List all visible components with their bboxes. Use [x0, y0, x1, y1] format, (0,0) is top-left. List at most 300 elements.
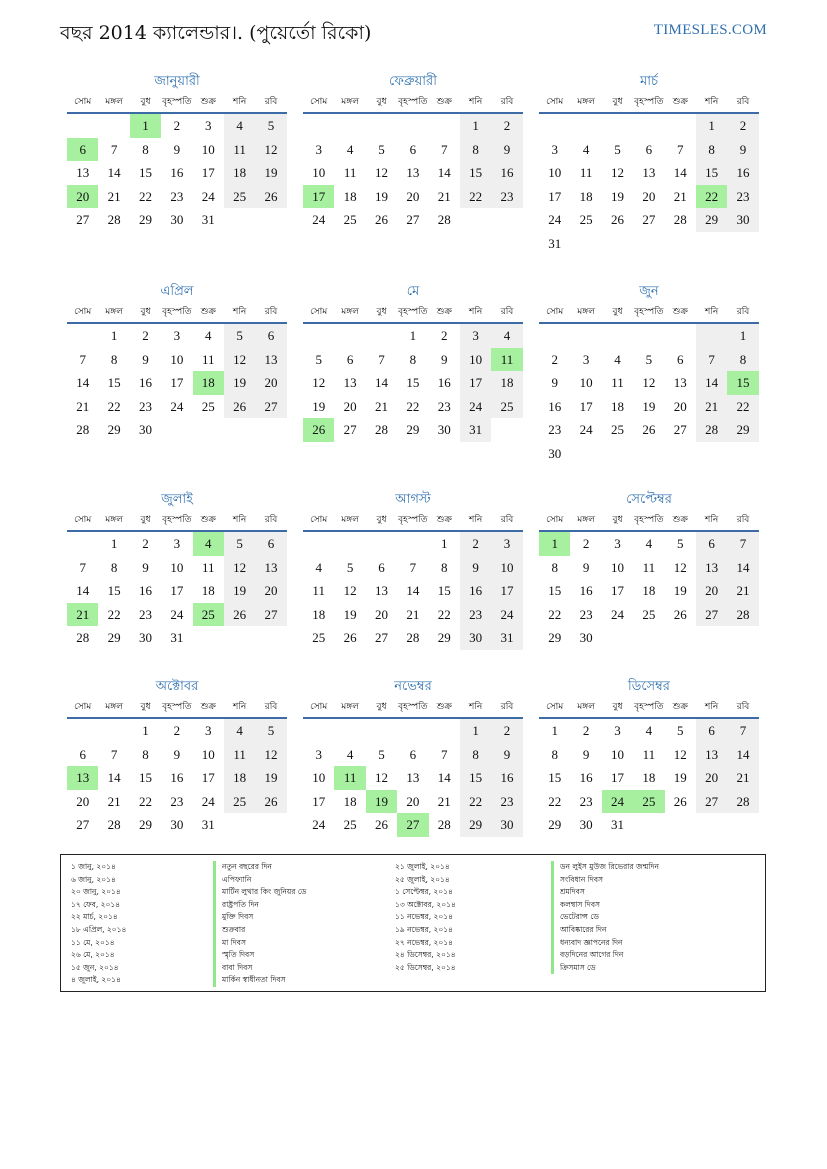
- day-cell[interactable]: 13: [406, 770, 420, 785]
- holiday-day-cell[interactable]: 19: [366, 790, 397, 814]
- holiday-day-cell[interactable]: 22: [696, 185, 727, 209]
- day-cell[interactable]: 2: [727, 114, 758, 138]
- day-cell[interactable]: 10: [312, 165, 326, 180]
- day-cell[interactable]: 27: [374, 630, 388, 645]
- day-cell[interactable]: 22: [138, 188, 152, 204]
- day-cell[interactable]: 21: [727, 766, 758, 790]
- day-cell[interactable]: 29: [406, 422, 420, 437]
- day-cell[interactable]: 20: [343, 398, 357, 414]
- day-cell[interactable]: 20: [76, 793, 90, 809]
- day-cell[interactable]: 16: [491, 766, 522, 790]
- holiday-day-cell[interactable]: 6: [67, 138, 98, 162]
- day-cell[interactable]: 9: [551, 375, 558, 390]
- day-cell[interactable]: 31: [170, 630, 184, 645]
- day-cell[interactable]: 20: [374, 606, 388, 622]
- day-cell[interactable]: 26: [255, 790, 286, 814]
- day-cell[interactable]: 4: [614, 351, 621, 367]
- day-cell[interactable]: 6: [409, 746, 417, 762]
- day-cell[interactable]: 3: [582, 351, 590, 367]
- day-cell[interactable]: 16: [170, 165, 184, 180]
- day-cell[interactable]: 17: [610, 583, 624, 598]
- day-cell[interactable]: 24: [579, 422, 593, 437]
- day-cell[interactable]: 12: [673, 746, 687, 762]
- day-cell[interactable]: 4: [645, 723, 653, 738]
- day-cell[interactable]: 9: [582, 746, 590, 762]
- day-cell[interactable]: 25: [224, 790, 255, 814]
- day-cell[interactable]: 3: [315, 746, 322, 762]
- day-cell[interactable]: 5: [677, 723, 684, 738]
- day-cell[interactable]: 27: [696, 790, 727, 814]
- day-cell[interactable]: 20: [696, 766, 727, 790]
- day-cell[interactable]: 31: [201, 212, 215, 227]
- day-cell[interactable]: 16: [491, 161, 522, 185]
- day-cell[interactable]: 26: [224, 395, 255, 419]
- day-cell[interactable]: 16: [138, 583, 152, 598]
- day-cell[interactable]: 24: [312, 817, 326, 832]
- day-cell[interactable]: 29: [138, 212, 152, 227]
- day-cell[interactable]: 3: [460, 324, 491, 348]
- day-cell[interactable]: 3: [205, 118, 212, 133]
- day-cell[interactable]: 14: [437, 165, 451, 180]
- day-cell[interactable]: 28: [727, 790, 758, 814]
- day-cell[interactable]: 7: [409, 559, 417, 575]
- day-cell[interactable]: 21: [437, 188, 451, 204]
- day-cell[interactable]: 1: [460, 114, 491, 138]
- day-cell[interactable]: 6: [696, 532, 727, 556]
- day-cell[interactable]: 7: [677, 141, 684, 157]
- day-cell[interactable]: 3: [173, 328, 181, 343]
- day-cell[interactable]: 21: [374, 398, 388, 414]
- day-cell[interactable]: 16: [579, 770, 593, 785]
- day-cell[interactable]: 26: [374, 212, 388, 227]
- day-cell[interactable]: 31: [460, 418, 491, 442]
- day-cell[interactable]: 2: [491, 719, 522, 743]
- day-cell[interactable]: 24: [201, 188, 215, 204]
- day-cell[interactable]: 3: [614, 536, 621, 551]
- day-cell[interactable]: 5: [378, 746, 385, 762]
- day-cell[interactable]: 28: [437, 212, 451, 227]
- day-cell[interactable]: 26: [673, 606, 687, 622]
- day-cell[interactable]: 16: [170, 770, 184, 785]
- day-cell[interactable]: 23: [460, 603, 491, 627]
- day-cell[interactable]: 8: [696, 138, 727, 162]
- day-cell[interactable]: 10: [170, 559, 184, 575]
- day-cell[interactable]: 15: [107, 375, 121, 390]
- day-cell[interactable]: 18: [224, 161, 255, 185]
- day-cell[interactable]: 12: [255, 138, 286, 162]
- holiday-day-cell[interactable]: 13: [67, 766, 98, 790]
- day-cell[interactable]: 11: [201, 559, 215, 575]
- day-cell[interactable]: 17: [201, 165, 215, 180]
- brand-link[interactable]: TIMESLES.COM: [653, 22, 767, 38]
- day-cell[interactable]: 8: [551, 746, 558, 762]
- day-cell[interactable]: 18: [224, 766, 255, 790]
- day-cell[interactable]: 19: [255, 161, 286, 185]
- day-cell[interactable]: 11: [201, 351, 215, 367]
- day-cell[interactable]: 13: [673, 375, 687, 390]
- day-cell[interactable]: 1: [441, 536, 448, 551]
- day-cell[interactable]: 4: [205, 328, 212, 343]
- day-cell[interactable]: 22: [548, 606, 562, 622]
- day-cell[interactable]: 16: [579, 583, 593, 598]
- day-cell[interactable]: 13: [255, 348, 286, 372]
- day-cell[interactable]: 23: [579, 606, 593, 622]
- day-cell[interactable]: 18: [642, 583, 656, 598]
- day-cell[interactable]: 8: [460, 138, 491, 162]
- day-cell[interactable]: 17: [548, 188, 562, 204]
- day-cell[interactable]: 25: [343, 817, 357, 832]
- day-cell[interactable]: 27: [696, 603, 727, 627]
- day-cell[interactable]: 25: [579, 212, 593, 227]
- day-cell[interactable]: 25: [312, 630, 326, 645]
- day-cell[interactable]: 30: [170, 817, 184, 832]
- holiday-day-cell[interactable]: 24: [602, 790, 633, 814]
- day-cell[interactable]: 13: [696, 743, 727, 767]
- day-cell[interactable]: 13: [642, 165, 656, 180]
- day-cell[interactable]: 10: [491, 556, 522, 580]
- day-cell[interactable]: 7: [727, 719, 758, 743]
- day-cell[interactable]: 5: [677, 536, 684, 551]
- day-cell[interactable]: 16: [437, 375, 451, 390]
- day-cell[interactable]: 19: [673, 770, 687, 785]
- day-cell[interactable]: 8: [551, 559, 558, 575]
- day-cell[interactable]: 12: [255, 743, 286, 767]
- day-cell[interactable]: 22: [460, 790, 491, 814]
- day-cell[interactable]: 19: [610, 188, 624, 204]
- day-cell[interactable]: 5: [255, 114, 286, 138]
- day-cell[interactable]: 28: [76, 422, 90, 437]
- day-cell[interactable]: 6: [409, 141, 417, 157]
- day-cell[interactable]: 24: [610, 606, 624, 622]
- day-cell[interactable]: 1: [142, 723, 149, 738]
- day-cell[interactable]: 8: [110, 351, 118, 367]
- day-cell[interactable]: 2: [491, 114, 522, 138]
- day-cell[interactable]: 24: [491, 603, 522, 627]
- day-cell[interactable]: 23: [491, 185, 522, 209]
- day-cell[interactable]: 20: [642, 188, 656, 204]
- day-cell[interactable]: 5: [224, 532, 255, 556]
- day-cell[interactable]: 3: [491, 532, 522, 556]
- day-cell[interactable]: 28: [107, 817, 121, 832]
- day-cell[interactable]: 8: [409, 351, 417, 367]
- day-cell[interactable]: 18: [610, 398, 624, 414]
- day-cell[interactable]: 26: [673, 793, 687, 809]
- day-cell[interactable]: 24: [548, 212, 562, 227]
- day-cell[interactable]: 8: [441, 559, 448, 575]
- day-cell[interactable]: 11: [224, 138, 255, 162]
- day-cell[interactable]: 13: [406, 165, 420, 180]
- day-cell[interactable]: 9: [142, 351, 149, 367]
- holiday-day-cell[interactable]: 4: [193, 532, 224, 556]
- day-cell[interactable]: 16: [460, 579, 491, 603]
- day-cell[interactable]: 4: [346, 141, 354, 157]
- day-cell[interactable]: 29: [138, 817, 152, 832]
- day-cell[interactable]: 30: [138, 630, 152, 645]
- day-cell[interactable]: 30: [491, 813, 522, 837]
- day-cell[interactable]: 12: [642, 375, 656, 390]
- day-cell[interactable]: 5: [255, 719, 286, 743]
- day-cell[interactable]: 22: [107, 398, 121, 414]
- day-cell[interactable]: 15: [460, 766, 491, 790]
- holiday-day-cell[interactable]: 26: [303, 418, 334, 442]
- day-cell[interactable]: 5: [224, 324, 255, 348]
- day-cell[interactable]: 27: [76, 817, 90, 832]
- holiday-day-cell[interactable]: 21: [67, 603, 98, 627]
- day-cell[interactable]: 21: [107, 793, 121, 809]
- day-cell[interactable]: 14: [406, 583, 420, 598]
- day-cell[interactable]: 11: [611, 375, 624, 390]
- day-cell[interactable]: 3: [551, 141, 558, 157]
- holiday-day-cell[interactable]: 15: [727, 371, 758, 395]
- day-cell[interactable]: 12: [312, 375, 326, 390]
- day-cell[interactable]: 19: [673, 583, 687, 598]
- day-cell[interactable]: 23: [727, 185, 758, 209]
- day-cell[interactable]: 23: [170, 188, 184, 204]
- day-cell[interactable]: 25: [491, 395, 522, 419]
- day-cell[interactable]: 3: [315, 141, 322, 157]
- day-cell[interactable]: 7: [441, 746, 448, 762]
- day-cell[interactable]: 5: [645, 351, 653, 367]
- day-cell[interactable]: 9: [142, 559, 149, 575]
- day-cell[interactable]: 6: [79, 746, 86, 762]
- day-cell[interactable]: 4: [346, 746, 354, 762]
- day-cell[interactable]: 30: [170, 212, 184, 227]
- day-cell[interactable]: 9: [582, 559, 590, 575]
- day-cell[interactable]: 17: [201, 770, 215, 785]
- day-cell[interactable]: 18: [312, 606, 326, 622]
- day-cell[interactable]: 29: [727, 418, 758, 442]
- day-cell[interactable]: 19: [224, 371, 255, 395]
- day-cell[interactable]: 15: [138, 770, 152, 785]
- day-cell[interactable]: 20: [406, 793, 420, 809]
- day-cell[interactable]: 15: [548, 583, 562, 598]
- day-cell[interactable]: 10: [548, 165, 562, 180]
- day-cell[interactable]: 17: [170, 375, 184, 390]
- day-cell[interactable]: 4: [491, 324, 522, 348]
- day-cell[interactable]: 14: [374, 375, 388, 390]
- day-cell[interactable]: 20: [406, 188, 420, 204]
- day-cell[interactable]: 19: [374, 188, 388, 204]
- day-cell[interactable]: 24: [460, 395, 491, 419]
- day-cell[interactable]: 6: [255, 532, 286, 556]
- day-cell[interactable]: 21: [696, 395, 727, 419]
- day-cell[interactable]: 5: [315, 351, 322, 367]
- day-cell[interactable]: 24: [201, 793, 215, 809]
- day-cell[interactable]: 26: [255, 185, 286, 209]
- day-cell[interactable]: 10: [312, 770, 326, 785]
- day-cell[interactable]: 1: [110, 536, 118, 551]
- day-cell[interactable]: 24: [312, 212, 326, 227]
- day-cell[interactable]: 17: [491, 579, 522, 603]
- day-cell[interactable]: 11: [579, 165, 593, 180]
- day-cell[interactable]: 7: [441, 141, 448, 157]
- holiday-day-cell[interactable]: 1: [539, 532, 570, 556]
- day-cell[interactable]: 1: [110, 328, 118, 343]
- day-cell[interactable]: 8: [142, 746, 149, 762]
- day-cell[interactable]: 27: [642, 212, 656, 227]
- day-cell[interactable]: 2: [582, 723, 590, 738]
- day-cell[interactable]: 8: [142, 141, 149, 157]
- day-cell[interactable]: 21: [107, 188, 121, 204]
- day-cell[interactable]: 29: [548, 630, 562, 645]
- day-cell[interactable]: 29: [548, 817, 562, 832]
- day-cell[interactable]: 23: [548, 422, 562, 437]
- holiday-day-cell[interactable]: 27: [397, 813, 428, 837]
- day-cell[interactable]: 23: [138, 606, 152, 622]
- day-cell[interactable]: 24: [170, 398, 184, 414]
- day-cell[interactable]: 2: [173, 118, 181, 133]
- day-cell[interactable]: 13: [255, 556, 286, 580]
- day-cell[interactable]: 20: [673, 398, 687, 414]
- day-cell[interactable]: 14: [696, 371, 727, 395]
- day-cell[interactable]: 15: [460, 161, 491, 185]
- day-cell[interactable]: 12: [224, 556, 255, 580]
- day-cell[interactable]: 20: [696, 579, 727, 603]
- day-cell[interactable]: 17: [610, 770, 624, 785]
- day-cell[interactable]: 2: [582, 536, 590, 551]
- day-cell[interactable]: 18: [579, 188, 593, 204]
- day-cell[interactable]: 21: [727, 579, 758, 603]
- day-cell[interactable]: 10: [201, 746, 215, 762]
- day-cell[interactable]: 10: [579, 375, 593, 390]
- day-cell[interactable]: 5: [378, 141, 385, 157]
- holiday-day-cell[interactable]: 18: [193, 371, 224, 395]
- day-cell[interactable]: 1: [409, 328, 417, 343]
- day-cell[interactable]: 25: [201, 398, 215, 414]
- day-cell[interactable]: 1: [460, 719, 491, 743]
- day-cell[interactable]: 16: [727, 161, 758, 185]
- day-cell[interactable]: 2: [142, 328, 149, 343]
- day-cell[interactable]: 16: [138, 375, 152, 390]
- day-cell[interactable]: 29: [107, 422, 121, 437]
- day-cell[interactable]: 10: [610, 559, 624, 575]
- day-cell[interactable]: 19: [224, 579, 255, 603]
- day-cell[interactable]: 19: [312, 398, 326, 414]
- day-cell[interactable]: 6: [677, 351, 684, 367]
- day-cell[interactable]: 7: [79, 559, 86, 575]
- day-cell[interactable]: 30: [548, 445, 562, 461]
- day-cell[interactable]: 23: [491, 790, 522, 814]
- day-cell[interactable]: 9: [491, 138, 522, 162]
- day-cell[interactable]: 14: [673, 165, 687, 180]
- day-cell[interactable]: 9: [460, 556, 491, 580]
- day-cell[interactable]: 22: [107, 606, 121, 622]
- day-cell[interactable]: 11: [642, 746, 656, 762]
- day-cell[interactable]: 7: [696, 348, 727, 372]
- day-cell[interactable]: 6: [645, 141, 653, 157]
- day-cell[interactable]: 30: [138, 422, 152, 437]
- day-cell[interactable]: 22: [406, 398, 420, 414]
- day-cell[interactable]: 2: [460, 532, 491, 556]
- day-cell[interactable]: 19: [642, 398, 656, 414]
- day-cell[interactable]: 29: [696, 208, 727, 232]
- day-cell[interactable]: 2: [173, 723, 181, 738]
- day-cell[interactable]: 22: [548, 793, 562, 809]
- day-cell[interactable]: 4: [224, 719, 255, 743]
- day-cell[interactable]: 23: [579, 793, 593, 809]
- day-cell[interactable]: 28: [696, 418, 727, 442]
- day-cell[interactable]: 27: [255, 603, 286, 627]
- day-cell[interactable]: 30: [579, 817, 593, 832]
- day-cell[interactable]: 3: [205, 723, 212, 738]
- day-cell[interactable]: 8: [727, 348, 758, 372]
- day-cell[interactable]: 17: [579, 398, 593, 414]
- day-cell[interactable]: 8: [460, 743, 491, 767]
- holiday-day-cell[interactable]: 11: [491, 348, 522, 372]
- day-cell[interactable]: 18: [491, 371, 522, 395]
- day-cell[interactable]: 30: [579, 630, 593, 645]
- day-cell[interactable]: 10: [170, 351, 184, 367]
- day-cell[interactable]: 13: [76, 165, 90, 180]
- day-cell[interactable]: 27: [255, 395, 286, 419]
- day-cell[interactable]: 30: [460, 626, 491, 650]
- day-cell[interactable]: 2: [441, 328, 448, 343]
- day-cell[interactable]: 11: [642, 559, 656, 575]
- day-cell[interactable]: 20: [255, 579, 286, 603]
- day-cell[interactable]: 28: [76, 630, 90, 645]
- day-cell[interactable]: 29: [437, 630, 451, 645]
- day-cell[interactable]: 9: [173, 746, 181, 762]
- day-cell[interactable]: 26: [642, 422, 656, 437]
- day-cell[interactable]: 26: [374, 817, 388, 832]
- holiday-day-cell[interactable]: 20: [67, 185, 98, 209]
- day-cell[interactable]: 27: [76, 212, 90, 227]
- day-cell[interactable]: 9: [727, 138, 758, 162]
- day-cell[interactable]: 31: [491, 626, 522, 650]
- day-cell[interactable]: 25: [642, 606, 656, 622]
- day-cell[interactable]: 25: [224, 185, 255, 209]
- day-cell[interactable]: 9: [441, 351, 448, 367]
- day-cell[interactable]: 27: [673, 422, 687, 437]
- day-cell[interactable]: 14: [76, 375, 90, 390]
- day-cell[interactable]: 15: [548, 770, 562, 785]
- holiday-day-cell[interactable]: 1: [130, 114, 161, 138]
- day-cell[interactable]: 10: [610, 746, 624, 762]
- day-cell[interactable]: 4: [645, 536, 653, 551]
- day-cell[interactable]: 18: [201, 583, 215, 598]
- day-cell[interactable]: 4: [315, 559, 322, 575]
- day-cell[interactable]: 14: [107, 770, 121, 785]
- day-cell[interactable]: 23: [437, 398, 451, 414]
- day-cell[interactable]: 12: [343, 583, 357, 598]
- day-cell[interactable]: 22: [138, 793, 152, 809]
- day-cell[interactable]: 10: [460, 348, 491, 372]
- day-cell[interactable]: 5: [346, 559, 354, 575]
- day-cell[interactable]: 15: [138, 165, 152, 180]
- day-cell[interactable]: 14: [107, 165, 121, 180]
- day-cell[interactable]: 15: [406, 375, 420, 390]
- day-cell[interactable]: 17: [460, 371, 491, 395]
- day-cell[interactable]: 14: [437, 770, 451, 785]
- day-cell[interactable]: 13: [343, 375, 357, 390]
- day-cell[interactable]: 2: [551, 351, 558, 367]
- day-cell[interactable]: 18: [343, 188, 357, 204]
- day-cell[interactable]: 21: [406, 606, 420, 622]
- day-cell[interactable]: 17: [312, 793, 326, 809]
- day-cell[interactable]: 22: [727, 395, 758, 419]
- day-cell[interactable]: 13: [696, 556, 727, 580]
- day-cell[interactable]: 3: [173, 536, 181, 551]
- day-cell[interactable]: 14: [727, 556, 758, 580]
- day-cell[interactable]: 12: [610, 165, 624, 180]
- day-cell[interactable]: 10: [201, 141, 215, 157]
- day-cell[interactable]: 19: [255, 766, 286, 790]
- day-cell[interactable]: 7: [378, 351, 385, 367]
- day-cell[interactable]: 15: [696, 161, 727, 185]
- day-cell[interactable]: 6: [378, 559, 385, 575]
- day-cell[interactable]: 26: [224, 603, 255, 627]
- day-cell[interactable]: 7: [110, 141, 118, 157]
